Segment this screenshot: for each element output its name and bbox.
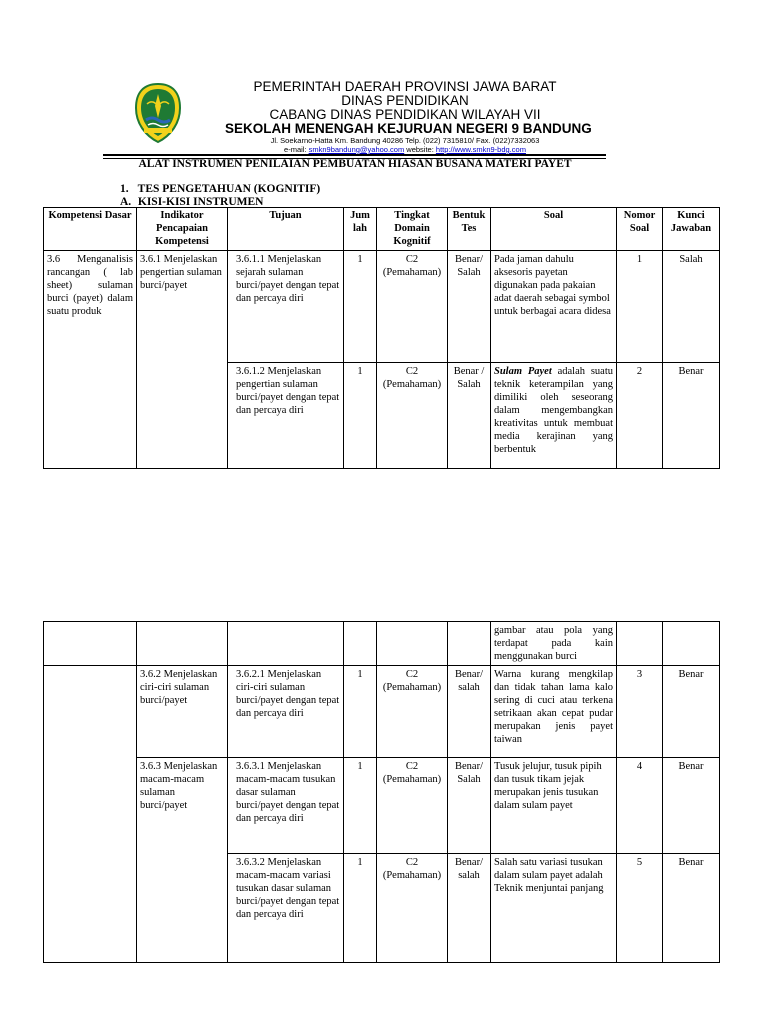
table-row	[44, 666, 720, 758]
empty-cell	[377, 622, 448, 666]
empty-cell	[448, 622, 491, 666]
cognitive-level-cell	[377, 251, 448, 363]
indicator-cell: 3.6.3 Menjelaskan macam-macam sulaman burci/payet	[137, 758, 228, 963]
question-cell	[491, 363, 617, 469]
empty-cell	[663, 622, 720, 666]
table-row-continuation	[44, 622, 720, 666]
table-header-row	[44, 208, 720, 251]
answer-key-cell: Salah	[663, 251, 720, 363]
cognitive-label: (Pemahaman)	[382, 870, 442, 881]
answer-key-cell: Benar	[663, 363, 720, 469]
question-number-cell: 2	[617, 363, 663, 469]
answer-key-cell: Benar	[663, 758, 720, 854]
column-header-soal: Soal	[491, 208, 617, 251]
question-number-cell: 1	[617, 251, 663, 363]
email-label: e-mail:	[284, 145, 309, 154]
count-cell: 1	[344, 854, 377, 963]
section-label: TES PENGETAHUAN (KOGNITIF)	[137, 183, 321, 195]
indicator-cell: 3.6.2 Menjelaskan ciri-ciri sulaman burci/payet	[137, 666, 228, 758]
cognitive-code: C2	[405, 857, 419, 868]
answer-key-cell: Benar	[663, 854, 720, 963]
column-header-tujuan: Tujuan	[228, 208, 344, 251]
letterhead-branch: CABANG DINAS PENDIDIKAN WILAYAH VII	[269, 107, 541, 122]
section-number: A.	[120, 196, 132, 208]
letterhead-address: Jl. Soekarno-Hatta Km. Bandung 40286 Telp. (022) 7315810/ Fax. (022)7332063	[270, 136, 540, 145]
test-form-cell: Benar/ salah	[448, 854, 491, 963]
objective-cell: 3.6.3.1 Menjelaskan macam-macam tusukan dasar sulaman burci/payet dengan tepat dan percaya diri	[228, 758, 344, 854]
letterhead-contact	[225, 145, 585, 154]
cognitive-label: (Pemahaman)	[382, 379, 442, 390]
empty-cell	[44, 622, 137, 666]
question-cell: Warna kurang mengkilap dan tidak tahan lama kalo sering di cuci atau terkena setrikaan akan cepat pudar merupakan jenis payet taiwan	[491, 666, 617, 758]
question-number-cell: 4	[617, 758, 663, 854]
competency-cell	[44, 666, 137, 963]
column-header-bentuk: Bentuk Tes	[448, 208, 491, 251]
table-row	[44, 251, 720, 363]
column-header-kunci: Kunci Jawaban	[663, 208, 720, 251]
cognitive-code: C2	[405, 761, 419, 772]
assessment-grid-table	[43, 207, 720, 469]
objective-cell: 3.6.3.2 Menjelaskan macam-macam variasi tusukan dasar sulaman burci/payet dengan tepat dan percaya diri	[228, 854, 344, 963]
objective-cell: 3.6.2.1 Menjelaskan ciri-ciri sulaman burci/payet dengan tepat dan percaya diri	[228, 666, 344, 758]
question-cell: Salah satu variasi tusukan dalam sulam payet adalah Teknik menjuntai panjang	[491, 854, 617, 963]
assessment-grid-table-continued	[43, 621, 720, 963]
cognitive-code: C2	[405, 669, 419, 680]
empty-cell	[228, 622, 344, 666]
letterhead-government: PEMERINTAH DAERAH PROVINSI JAWA BARAT	[253, 79, 557, 94]
objective-cell: 3.6.1.2 Menjelaskan pengertian sulaman burci/payet dengan tepat dan percaya diri	[228, 363, 344, 469]
column-header-tingkat: Tingkat Domain Kognitif	[377, 208, 448, 251]
answer-key-cell: Benar	[663, 666, 720, 758]
column-header-nomor: Nomor Soal	[617, 208, 663, 251]
competency-cell: 3.6 Menganalisis rancangan ( lab sheet) sulaman burci (payet) dalam suatu produk	[44, 251, 137, 469]
question-number-cell: 5	[617, 854, 663, 963]
empty-cell	[344, 622, 377, 666]
empty-cell	[137, 622, 228, 666]
cognitive-code: C2	[405, 254, 419, 265]
cognitive-label: (Pemahaman)	[382, 774, 442, 785]
letterhead-school-name: SEKOLAH MENENGAH KEJURUAN NEGERI 9 BANDUNG	[225, 121, 592, 136]
question-key-term: Sulam Payet	[494, 366, 552, 377]
cognitive-level-cell	[377, 758, 448, 854]
count-cell: 1	[344, 758, 377, 854]
question-number-cell: 3	[617, 666, 663, 758]
website-link[interactable]: http://www.smkn9-bdg.com	[435, 145, 526, 154]
test-form-cell: Benar/ salah	[448, 666, 491, 758]
column-header-jumlah: Jum lah	[344, 208, 377, 251]
letterhead-divider-thick	[103, 154, 606, 156]
column-header-indikator: Indikator Pencapaian Kompetensi	[137, 208, 228, 251]
letterhead-department: DINAS PENDIDIKAN	[341, 93, 469, 108]
count-cell: 1	[344, 251, 377, 363]
test-form-cell: Benar/ Salah	[448, 758, 491, 854]
empty-cell	[617, 622, 663, 666]
cognitive-label: (Pemahaman)	[382, 267, 442, 278]
cognitive-label: (Pemahaman)	[382, 682, 442, 693]
section-label: KISI-KISI INSTRUMEN	[137, 196, 264, 208]
column-header-kd: Kompetensi Dasar	[44, 208, 137, 251]
email-link[interactable]: smkn9bandung@yahoo.com	[308, 145, 405, 154]
cognitive-level-cell	[377, 363, 448, 469]
document-title: ALAT INSTRUMEN PENILAIAN PEMBUATAN HIASAN BUSANA MATERI PAYET	[138, 158, 572, 170]
question-cell: Pada jaman dahulu aksesoris payetan digunakan pada pakaian adat daerah sebagai symbol untuk berbagai acara didesa	[491, 251, 617, 363]
test-form-cell: Benar / Salah	[448, 363, 491, 469]
table-row	[44, 758, 720, 854]
count-cell: 1	[344, 363, 377, 469]
cognitive-level-cell	[377, 666, 448, 758]
question-cell: Tusuk jelujur, tusuk pipih dan tusuk tikam jejak merupakan jenis tusukan dalam sulam payet	[491, 758, 617, 854]
cognitive-level-cell	[377, 854, 448, 963]
objective-cell: 3.6.1.1 Menjelaskan sejarah sulaman burci/payet dengan tepat dan percaya diri	[228, 251, 344, 363]
jawa-barat-emblem-logo	[134, 82, 182, 144]
indicator-cell: 3.6.1 Menjelaskan pengertian sulaman burci/payet	[137, 251, 228, 469]
question-cell: gambar atau pola yang terdapat pada kain menggunakan burci	[491, 622, 617, 666]
question-text: adalah suatu teknik keterampilan yang dimiliki oleh seseorang dalam mengembangkan kreativitas untuk membuat media kerajinan yang berbentuk	[494, 366, 614, 455]
section-number: 1.	[120, 183, 129, 195]
test-form-cell: Benar/ Salah	[448, 251, 491, 363]
website-label: website:	[404, 145, 436, 154]
section-heading-knowledge-test	[120, 183, 320, 195]
count-cell: 1	[344, 666, 377, 758]
cognitive-code: C2	[405, 366, 419, 377]
